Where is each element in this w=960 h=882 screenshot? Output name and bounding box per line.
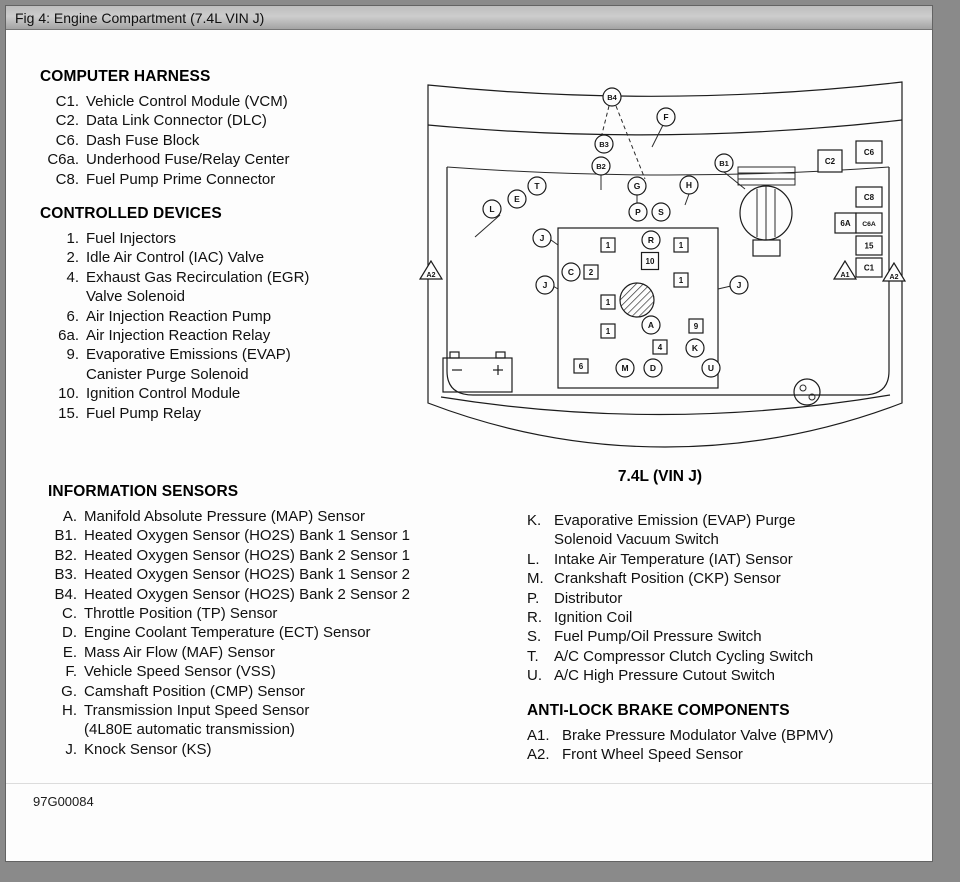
section-information-sensors — [48, 483, 498, 759]
callout-circle-E — [508, 190, 526, 208]
legend-item — [527, 550, 927, 569]
callout-triangle-A1 — [834, 261, 856, 279]
svg-text:15: 15 — [864, 241, 874, 251]
legend-item-key: R. — [527, 609, 542, 627]
legend-item-text: Evaporative Emission (EVAP) Purge Solenoid Vacuum Switch — [554, 512, 796, 549]
callout-circle-B4 — [603, 88, 621, 106]
legend-item-text: Evaporative Emissions (EVAP) Canister Purge Solenoid — [86, 346, 291, 383]
legend-item-key: H. — [62, 702, 77, 720]
legend-item-text: Manifold Absolute Pressure (MAP) Sensor — [84, 508, 365, 525]
callout-circle-L — [483, 200, 501, 218]
figure-content — [6, 30, 932, 861]
legend-item-text: Dash Fuse Block — [86, 131, 200, 149]
part-number: 97G00084 — [33, 794, 94, 809]
legend-item — [40, 384, 412, 403]
legend-item-key: C8. — [55, 170, 79, 188]
legend-item-key: T. — [527, 647, 539, 665]
legend-item — [48, 546, 498, 565]
legend-item-key: D. — [62, 624, 77, 642]
legend-item-key: L. — [527, 550, 540, 568]
callout-circle-F — [657, 108, 675, 126]
legend-item-key: J. — [65, 740, 77, 758]
callout-square-10 — [642, 253, 659, 270]
engine-compartment-diagram — [405, 55, 915, 487]
legend-item-text: Vehicle Speed Sensor (VSS) — [84, 663, 276, 681]
legend-item-text: Ignition Control Module — [86, 385, 241, 403]
window-titlebar[interactable] — [6, 6, 932, 30]
legend-item-key: A1. — [527, 726, 550, 744]
svg-text:K: K — [691, 343, 699, 353]
svg-text:A2: A2 — [426, 272, 436, 279]
legend-item-key: 15. — [58, 404, 79, 422]
callout-square-9 — [689, 319, 703, 333]
legend-item-text: A/C High Pressure Cutout Switch — [554, 667, 775, 685]
legend-item-key: C6a. — [47, 151, 79, 169]
svg-text:J: J — [539, 233, 545, 243]
callout-square-2 — [584, 265, 598, 279]
legend-item-text: Fuel Pump Relay — [86, 404, 202, 422]
svg-text:4: 4 — [657, 343, 663, 352]
legend-item — [48, 701, 498, 740]
svg-text:U: U — [707, 363, 715, 373]
connector-box-C8 — [856, 187, 882, 207]
legend-item — [48, 662, 498, 681]
legend-item-text: Fuel Pump/Oil Pressure Switch — [554, 628, 762, 646]
svg-text:F: F — [663, 112, 669, 122]
svg-text:C6: C6 — [863, 148, 875, 157]
legend-item-text: Mass Air Flow (MAF) Sensor — [84, 643, 275, 661]
legend-item-text: A/C Compressor Clutch Cycling Switch — [554, 647, 814, 665]
legend-item — [48, 740, 498, 759]
legend-item-key: S. — [527, 628, 542, 646]
legend-item — [527, 666, 927, 685]
svg-text:M: M — [621, 363, 629, 373]
legend-item-text: Fuel Pump Prime Connector — [86, 170, 276, 188]
callout-square-4 — [653, 340, 667, 354]
legend-item-text: Camshaft Position (CMP) Sensor — [84, 682, 305, 700]
callout-square-1 — [674, 238, 688, 252]
legend-item-text: Fuel Injectors — [86, 230, 177, 248]
legend-item-key: 4. — [66, 268, 79, 286]
legend-item-text: Front Wheel Speed Sensor — [562, 746, 743, 764]
svg-text:B2: B2 — [596, 162, 606, 171]
legend-item — [40, 307, 412, 326]
legend-left-column — [40, 68, 412, 423]
section-controlled-devices — [40, 205, 412, 423]
legend-item — [48, 565, 498, 584]
legend-item — [48, 585, 498, 604]
legend-item-text: Heated Oxygen Sensor (HO2S) Bank 1 Sensor 1 — [84, 527, 411, 545]
legend-item — [40, 131, 412, 150]
svg-text:1: 1 — [678, 276, 684, 285]
callout-circle-M — [616, 359, 634, 377]
section-computer-harness — [40, 68, 412, 189]
callout-circle-P — [629, 203, 647, 221]
legend-item-key: 9. — [66, 346, 79, 364]
svg-text:T: T — [534, 181, 540, 191]
svg-text:P: P — [635, 207, 641, 217]
callout-circle-G — [628, 177, 646, 195]
legend-item-text: Idle Air Control (IAC) Valve — [86, 249, 265, 267]
svg-text:L: L — [489, 204, 495, 214]
horn — [794, 379, 820, 405]
svg-text:9: 9 — [693, 322, 699, 331]
callout-square-1 — [601, 295, 615, 309]
legend-item-text: Air Injection Reaction Pump — [86, 307, 272, 325]
connector-box-C1 — [856, 258, 882, 277]
legend-item-text: Intake Air Temperature (IAT) Sensor — [554, 550, 793, 568]
legend-item — [40, 326, 412, 345]
legend-item-key: U. — [527, 667, 542, 685]
legend-item-key: M. — [527, 570, 544, 588]
legend-item-key: C1. — [55, 93, 79, 110]
svg-text:10: 10 — [645, 257, 655, 266]
legend-item-text: Exhaust Gas Recirculation (EGR) Valve Solenoid — [86, 268, 310, 306]
legend-item-key: 1. — [66, 230, 79, 248]
legend-item-key: B2. — [54, 546, 77, 564]
callout-circle-D — [644, 359, 662, 377]
svg-text:E: E — [514, 194, 520, 204]
legend-item-text: Throttle Position (TP) Sensor — [84, 605, 278, 623]
callout-circle-R — [642, 231, 660, 249]
legend-item — [48, 682, 498, 701]
callout-triangle-A2 — [420, 261, 442, 279]
callout-circle-C — [562, 263, 580, 281]
computer-harness-title: COMPUTER HARNESS — [40, 68, 211, 85]
legend-item — [527, 745, 927, 764]
abs-components-title: ANTI-LOCK BRAKE COMPONENTS — [527, 701, 790, 719]
svg-text:1: 1 — [605, 241, 611, 250]
abs-components-list — [527, 726, 927, 765]
legend-item-text: Heated Oxygen Sensor (HO2S) Bank 2 Sensor 2 — [84, 585, 411, 603]
legend-item-text: Vehicle Control Module (VCM) — [86, 93, 288, 110]
legend-item-key: 2. — [66, 249, 79, 267]
legend-item-text: Data Link Connector (DLC) — [86, 112, 267, 130]
legend-item — [527, 569, 927, 588]
callout-circle-J — [533, 229, 551, 247]
svg-text:A1: A1 — [840, 272, 850, 279]
information-sensors-title: INFORMATION SENSORS — [48, 483, 239, 500]
callout-square-1 — [601, 324, 615, 338]
legend-item — [527, 511, 927, 550]
legend-item — [48, 507, 498, 526]
legend-item — [48, 643, 498, 662]
svg-text:G: G — [633, 181, 641, 191]
legend-item-text: Transmission Input Speed Sensor (4L80E automatic transmission) — [84, 702, 310, 739]
legend-item-text: Crankshaft Position (CKP) Sensor — [554, 570, 781, 588]
controlled-devices-list — [40, 229, 412, 423]
legend-item-key: B1. — [54, 527, 77, 545]
svg-text:D: D — [649, 363, 657, 373]
legend-item-text: Underhood Fuse/Relay Center — [86, 151, 290, 169]
svg-text:B3: B3 — [599, 140, 609, 149]
legend-item-key: B3. — [54, 566, 77, 584]
legend-item-key: A2. — [527, 746, 550, 764]
connector-box-15 — [856, 236, 882, 255]
legend-item-text: Brake Pressure Modulator Valve (BPMV) — [562, 726, 834, 744]
legend-item — [527, 726, 927, 745]
legend-item-key: P. — [527, 589, 540, 607]
distributor-hatched-circle — [620, 283, 654, 317]
legend-item — [527, 589, 927, 608]
svg-text:6A: 6A — [840, 219, 851, 228]
connector-box-C6A — [856, 213, 882, 233]
svg-text:C6A: C6A — [862, 221, 876, 228]
legend-item — [40, 229, 412, 248]
information-sensors-left-list — [48, 507, 498, 759]
connector-box-6A — [835, 213, 856, 233]
legend-item-key: C. — [62, 605, 77, 623]
connector-box-C6 — [856, 141, 882, 163]
legend-item — [48, 623, 498, 642]
legend-item-key: A. — [62, 508, 77, 525]
svg-text:S: S — [658, 207, 664, 217]
legend-item-key: 10. — [58, 385, 79, 403]
svg-text:J: J — [542, 280, 548, 290]
legend-item — [40, 92, 412, 111]
legend-item — [527, 608, 927, 627]
svg-text:B1: B1 — [719, 159, 729, 168]
svg-text:2: 2 — [588, 268, 594, 277]
callout-circle-J — [536, 276, 554, 294]
callout-circle-B1 — [715, 154, 733, 172]
legend-item-text: Knock Sensor (KS) — [84, 740, 212, 758]
legend-item — [40, 404, 412, 423]
svg-text:J: J — [736, 280, 742, 290]
legend-item-key: C2. — [55, 112, 79, 130]
callout-square-1 — [674, 273, 688, 287]
legend-item-key: G. — [61, 682, 77, 700]
svg-text:C: C — [567, 267, 575, 277]
svg-text:C2: C2 — [824, 157, 836, 166]
callout-circle-A — [642, 316, 660, 334]
figure-window — [5, 5, 933, 862]
legend-item-text: Heated Oxygen Sensor (HO2S) Bank 2 Sensor 1 — [84, 546, 411, 564]
legend-item-text: Ignition Coil — [554, 609, 633, 627]
legend-item-key: 6. — [66, 307, 79, 325]
brake-booster — [738, 167, 795, 256]
callout-circle-B2 — [592, 157, 610, 175]
legend-item — [48, 526, 498, 545]
callout-circle-B3 — [595, 135, 613, 153]
legend-item-text: Distributor — [554, 589, 623, 607]
callout-circle-T — [528, 177, 546, 195]
information-sensors-right-list — [527, 511, 927, 686]
svg-text:1: 1 — [678, 241, 684, 250]
engine-compartment-svg — [405, 55, 915, 487]
legend-item-key: E. — [62, 643, 77, 661]
svg-text:1: 1 — [605, 298, 611, 307]
legend-item-key: B4. — [54, 585, 77, 603]
figure-footer — [6, 783, 932, 809]
connector-box-C2 — [818, 150, 842, 172]
legend-item-text: Heated Oxygen Sensor (HO2S) Bank 1 Sensor 2 — [84, 566, 411, 584]
callout-circle-U — [702, 359, 720, 377]
legend-item-text: Engine Coolant Temperature (ECT) Sensor — [84, 624, 371, 642]
legend-item — [40, 170, 412, 189]
legend-item-key: 6a. — [58, 327, 79, 345]
legend-item-text: Air Injection Reaction Relay — [86, 327, 271, 345]
svg-text:A: A — [647, 320, 655, 330]
legend-item — [527, 647, 927, 666]
svg-text:B4: B4 — [607, 93, 617, 102]
legend-item — [40, 345, 412, 384]
callout-square-1 — [601, 238, 615, 252]
legend-item-key: C6. — [55, 131, 79, 149]
svg-text:1: 1 — [605, 327, 611, 336]
legend-item — [48, 604, 498, 623]
callout-circle-S — [652, 203, 670, 221]
battery — [443, 352, 512, 392]
legend-item — [527, 627, 927, 646]
callout-circle-H — [680, 176, 698, 194]
diagram-caption: 7.4L (VIN J) — [617, 468, 703, 485]
callout-layer — [420, 88, 905, 377]
section-sensors-right — [527, 511, 927, 764]
legend-item-key: F. — [65, 663, 77, 681]
callout-square-6 — [574, 359, 588, 373]
controlled-devices-title: CONTROLLED DEVICES — [40, 205, 222, 223]
legend-item — [40, 268, 412, 307]
callout-circle-J — [730, 276, 748, 294]
svg-text:C1: C1 — [863, 263, 875, 273]
callout-circle-K — [686, 339, 704, 357]
legend-item — [40, 111, 412, 130]
legend-item-key: K. — [527, 512, 542, 529]
svg-text:H: H — [685, 180, 693, 190]
window-title: Fig 4: Engine Compartment (7.4L VIN J) — [15, 9, 265, 26]
svg-text:6: 6 — [578, 362, 584, 371]
legend-item — [40, 248, 412, 267]
svg-text:C8: C8 — [863, 193, 875, 202]
computer-harness-list — [40, 92, 412, 189]
svg-text:A2: A2 — [889, 274, 899, 281]
legend-item — [40, 150, 412, 169]
svg-text:R: R — [647, 235, 655, 245]
